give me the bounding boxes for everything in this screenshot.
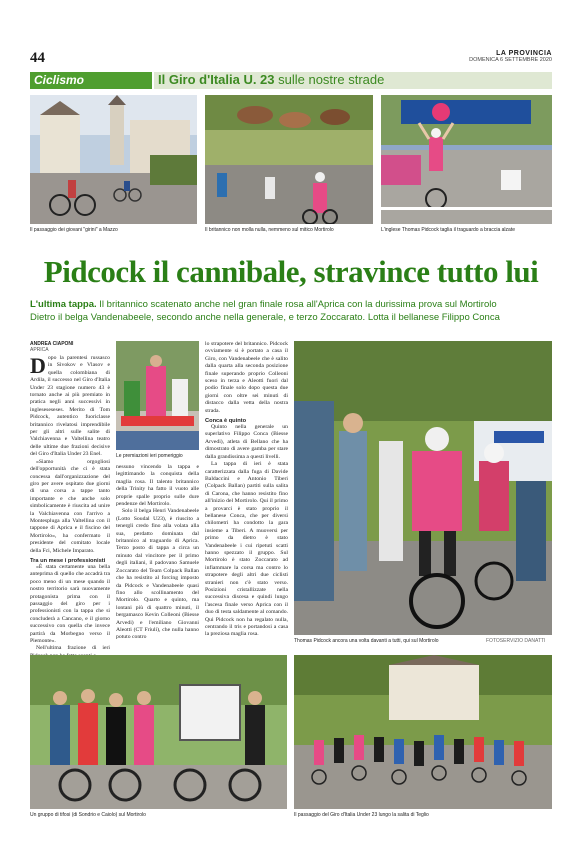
paragraph-8: Quinto nella generale un superlativo Filippo Conca (Biesse Arvedi), atleta di Bellano che ha dimostrato di avere gamba per stare dalla grandissima a questi livelli.	[205, 424, 288, 460]
byline: ANDREA CIAPONI	[30, 341, 74, 347]
mazzo-photo	[30, 95, 197, 224]
subheadline-line2: Dietro il belga Vandenabeele, secondo anche nella generale, e terzo Zoccarato. Lotta il bellanese Filippo Conca	[30, 312, 500, 323]
caption-fans: Un gruppo di tifosi (di Sondrio e Caiolo) sul Mortirolo	[30, 812, 146, 818]
caption-finish: L'inglese Thomas Pidcock taglia il traguardo a braccia alzate	[381, 227, 515, 233]
finish-line-photo	[381, 95, 552, 224]
section-bar	[30, 72, 552, 89]
mortirolo-cows-photo	[205, 95, 373, 224]
caption-teglio: Il passaggio del Giro d'Italia Under 23 lungo la salita di Teglio	[294, 812, 429, 818]
kicker	[158, 72, 384, 87]
caption-mortirolo-leader: Thomas Pidcock ancora una volta davanti a tutti, qui sul Mortirolo	[294, 638, 439, 644]
mortirolo-leader-photo	[294, 341, 552, 635]
subheadline	[30, 298, 552, 324]
drop-cap: D	[30, 355, 46, 378]
subheading-conca: Conca è quinto	[205, 418, 247, 425]
newspaper-masthead	[469, 50, 552, 63]
article-column-3	[205, 341, 288, 641]
paragraph-1: opo la parentesi russasco in Sivokov e Vlasov e quella colombiana di Ardila, il successo nel Giro d'Italia Under 23 stagione numero 43 è tornato anche ai più premiato in pratica negli anni successivi in ingleseseseses. Merito di Tom Pidcock, autentico fuoriclasse britannico rivelatosi imprendibile per gli altri sulle salite di Valchiavenna e Valtellina teatro delle ultime due frazioni decisive del Giro d'Italia Under 23 Enel.	[30, 355, 110, 458]
paragraph-5: nessuno vincendo la tappa e legittimando la conquista della maglia rosa. Il talento britannico della Trinity ha fatto il vuoto alle proprie spalle proprio sulle dure pendenze del Mortirolo.	[116, 464, 199, 508]
paragraph-3: «È stata certamente una bella anteprima di quello che accadrà tra poco meno di un mese quando il nostro territorio sarà nuovamente protagonista prima con il passaggio del giro per i professionisti con la tappa che si concluderà a Cancano, e il giorno successivo con quella che invece partirà da Morbegno verso il Piemonte».	[30, 563, 110, 645]
page-number: 44	[30, 50, 45, 66]
headline: Pidcock il cannibale, stravince tutto lui	[43, 254, 539, 289]
subheadline-line1: Il britannico scatenato anche nel gran finale rosa all'Aprica con la durissima prova sul Mortirolo	[96, 299, 497, 310]
paragraph-6: Solo il belga Henri Vandenabeele (Lotto Soudal U23), è riuscito a tenergli credo fino alla volata alla sua, perdatto dominata dal britannico al traguardo di Aprica. Terzo posto di tappa a circa un minuto dal vincitore per il primo degli italiani, il padovano Samuele Zoccarato del Team Colpack Ballan che ha resistito al forcing imposto da Pidcock e Vandenabeele quasi fino allo scollinamento del Mortirolo. Quarto e quinto, ma lontani più di quattro minuti, il bergamasco Kevin Colleoni (Biesse Arvedi) e l'emiliano Giovanni Aleotti (CT Friuli), che nulla hanno potuto contro	[116, 508, 199, 641]
paragraph-7: lo strapotere del britannico. Pidcock ovviamente si è portato a casa il Giro, con Vandenabeele che è salito dalla quarta alla seconda posizione finale superando proprio Colleoni sceso in terza e Aleotti fuori dal podio finale solo dopo questa due giorni con oltre sei minuti di distacco dalla vetta della nostra strada.	[205, 341, 288, 414]
paragraph-2: «Siamo orgogliosi dell'opportunità che ci è stata concessa dall'organizzazione del giro per avere ospitato due giorni di una corsa a tappe tanto importante e che anche solo simbolicamente è riuscita ad unire la Valchiavenna con l'arrivo a Montespluga alla Valtellina con il tappone di Aprica e il fiscino del Mortirolo», ha confermato il presidente del comitato locale della Fci, Michele Imparato.	[30, 458, 110, 554]
podium-photo	[116, 341, 199, 450]
photo-credit: FOTOSERVIZIO DANATTI	[486, 638, 546, 644]
kicker-bold: Il Giro d'Italia U. 23	[158, 72, 275, 87]
subheadline-lead: L'ultima tappa.	[30, 299, 97, 310]
article-column-1	[30, 341, 110, 652]
paragraph-9: La tappa di ieri è stata caratterizzata dalla fuga di Davide Baldaccini e Antonio Tiberi (Colpack Ballan) partiti sulla salita di Carona, che hanno resistito fino all'inizio del Mortirolo. Qui il primo a provarci è stato proprio il bellanese Conca, che per diversi chilometri ha condotto la gara insieme a Tiberi. A muoversi per primo da dietro è stato Vandenabeele i cui ripetuti scatti hanno spezzato il gruppo. Sul Mortirolo è stato Zoccarato ad infiammare la corsa ma contro lo strapotere degli altri due ciclisti stranieri non c'è stato verso. Posizioni cristallizzate nella successiva discesa e quindi lungo l'ascesa finale verso Aprica con il duo di testa saldamente al comando. Qui Pidcock non ha regalato nulla, centrando il tris e portandosi a casa la preziosa maglia rosa.	[205, 461, 288, 638]
kicker-rest: sulle nostre strade	[274, 72, 385, 87]
teglio-photo	[294, 655, 552, 809]
fans-photo	[30, 655, 287, 809]
caption-podium: Le premiazioni ieri pomeriggio	[116, 453, 183, 459]
issue-date: DOMENICA 6 SETTEMBRE 2020	[469, 57, 552, 63]
paragraph-4: Nell'ultima frazione di ieri	[36, 645, 110, 652]
caption-mortirolo: Il britannico non molla nulla, nemmeno sul mitico Mortirolo	[205, 227, 334, 233]
article-column-2	[116, 464, 199, 644]
dateline: APRICA	[30, 347, 49, 353]
section-label: Ciclismo	[30, 72, 152, 89]
subheading-professionisti: Tra un mese i professionisti	[30, 557, 106, 564]
newspaper-name: LA PROVINCIA	[496, 50, 552, 57]
caption-mazzo: Il passaggio dei giovani "girini" a Mazzo	[30, 227, 118, 233]
